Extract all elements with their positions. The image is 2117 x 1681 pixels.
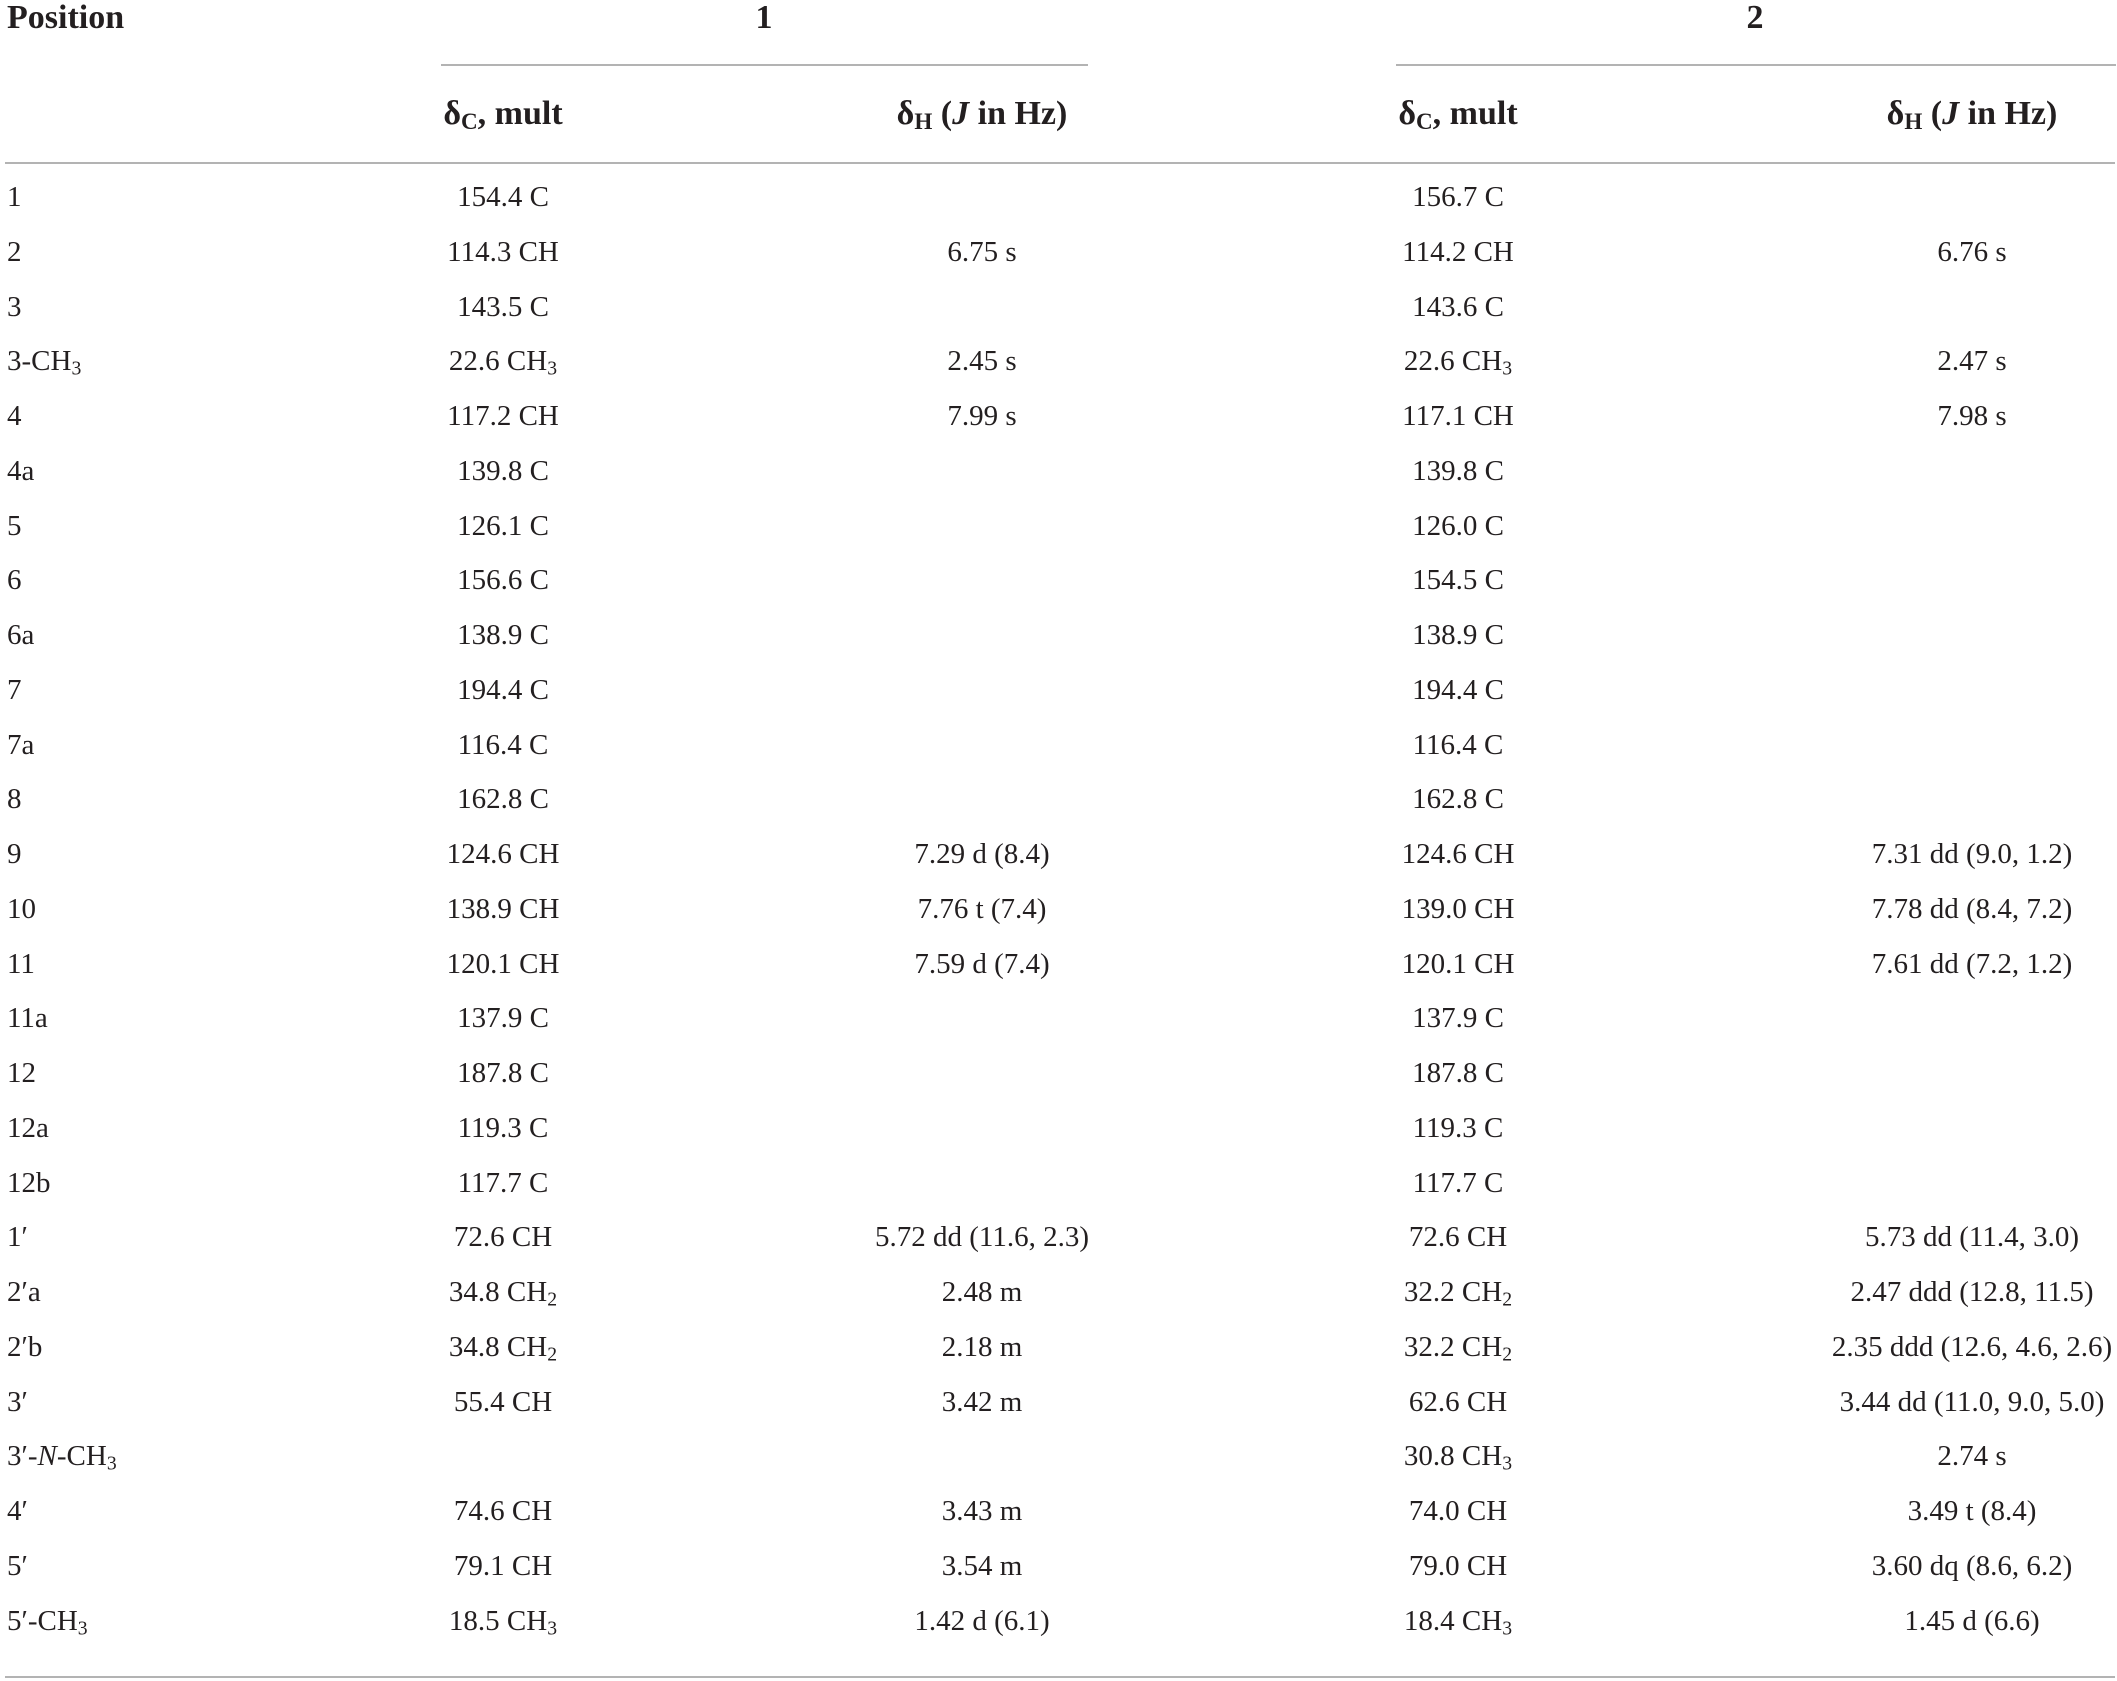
compound-1-delta-c: 55.4 CH: [453, 1386, 553, 1418]
compound-1-delta-h: 1.42 d (6.1): [914, 1605, 1050, 1637]
compound-2-delta-c: 143.6 C: [1412, 291, 1504, 323]
row-position: 7a: [7, 729, 35, 761]
header-bottom-rule: [5, 162, 2115, 164]
compound-1-delta-c: 116.4 C: [457, 729, 549, 761]
compound-2-delta-c: 18.4 $CH_3$: [1403, 1605, 1513, 1640]
row-position: 4: [7, 400, 22, 432]
row-position: 3: [7, 291, 22, 323]
compound-2-delta-c: 114.2 CH: [1402, 236, 1514, 268]
compound-2-delta-h: 2.47 s: [1937, 345, 2007, 377]
compound-1-delta-c: 138.9 C: [457, 619, 549, 651]
compound-2-delta-c: 126.0 C: [1412, 510, 1504, 542]
compound-1-delta-c: 126.1 C: [457, 510, 549, 542]
compound-1-delta-h: 7.59 d (7.4): [914, 948, 1050, 980]
compound-2-delta-c: 137.9 C: [1412, 1002, 1504, 1034]
compound-2-delta-h: 1.45 d (6.6): [1904, 1605, 2040, 1637]
compound-2-delta-h: 2.47 ddd (12.8, 11.5): [1850, 1276, 2094, 1308]
compound-1-delta-c: 114.3 CH: [447, 236, 559, 268]
compound-2-delta-c: 22.6 $CH_3$: [1403, 345, 1513, 380]
compound-1-delta-c: 117.7 C: [457, 1167, 549, 1199]
row-position: 12: [7, 1057, 36, 1089]
compound-1-delta-c: 154.4 C: [457, 181, 549, 213]
row-position: 7: [7, 674, 22, 706]
compound-1-delta-c: 34.8 $CH_2$: [448, 1276, 558, 1311]
compound-1-delta-h: 2.45 s: [947, 345, 1017, 377]
row-position: 1: [7, 181, 22, 213]
delta-h-header-1: $\delta_H$ (J in Hz): [896, 95, 1068, 136]
compound-1-delta-c: 72.6 CH: [453, 1221, 553, 1253]
row-position: 9: [7, 838, 22, 870]
compound-2-delta-h: 3.49 t (8.4): [1907, 1495, 2037, 1527]
row-position: 2: [7, 236, 22, 268]
compound-2-delta-h: 2.35 ddd (12.6, 4.6, 2.6): [1831, 1331, 2113, 1363]
compound-1-delta-h: 3.42 m: [941, 1386, 1023, 1418]
compound-1-delta-h: 7.76 t (7.4): [917, 893, 1047, 925]
compound-2-delta-c: 79.0 CH: [1408, 1550, 1508, 1582]
compound-2-delta-c: 120.1 CH: [1401, 948, 1515, 980]
delta-c-header-2: $\delta_C$, mult: [1398, 95, 1518, 136]
compound-2-delta-c: 194.4 C: [1412, 674, 1504, 706]
row-position: 4′: [7, 1495, 28, 1527]
compound-1-header: 1: [755, 0, 773, 36]
compound-2-delta-h: 7.98 s: [1937, 400, 2007, 432]
row-position: 2′a: [7, 1276, 41, 1308]
compound-1-delta-c: 124.6 CH: [446, 838, 560, 870]
compound-1-delta-c: 138.9 CH: [446, 893, 560, 925]
compound-1-delta-c: 187.8 C: [457, 1057, 549, 1089]
compound-2-delta-c: 187.8 C: [1412, 1057, 1504, 1089]
compound-1-delta-c: 74.6 CH: [453, 1495, 553, 1527]
compound-2-delta-h: 6.76 s: [1937, 236, 2007, 268]
row-position: 10: [7, 893, 36, 925]
row-position: 6a: [7, 619, 35, 651]
delta-c-header-1: $\delta_C$, mult: [443, 95, 563, 136]
compound-2-delta-c: 124.6 CH: [1401, 838, 1515, 870]
row-position: $3'-N-CH_3$: [7, 1440, 117, 1475]
compound-2-delta-h: 2.74 s: [1937, 1440, 2007, 1472]
compound-2-delta-c: 138.9 C: [1412, 619, 1504, 651]
compound-1-delta-c: 120.1 CH: [446, 948, 560, 980]
compound-1-delta-c: 143.5 C: [457, 291, 549, 323]
compound-2-spanner-rule: [1396, 64, 2116, 66]
compound-2-delta-h: 3.44 dd (11.0, 9.0, 5.0): [1839, 1386, 2105, 1418]
compound-2-delta-c: 139.8 C: [1412, 455, 1504, 487]
row-position: 5′: [7, 1550, 28, 1582]
compound-1-delta-h: 3.54 m: [941, 1550, 1023, 1582]
compound-2-delta-c: 154.5 C: [1412, 564, 1504, 596]
compound-2-delta-h: 7.31 dd (9.0, 1.2): [1871, 838, 2073, 870]
compound-1-delta-h: 7.99 s: [947, 400, 1017, 432]
compound-2-delta-h: 5.73 dd (11.4, 3.0): [1865, 1221, 2079, 1253]
row-position: 12b: [7, 1167, 51, 1199]
compound-2-delta-h: 7.78 dd (8.4, 7.2): [1871, 893, 2073, 925]
compound-1-delta-c: 119.3 C: [457, 1112, 549, 1144]
compound-2-delta-c: 116.4 C: [1412, 729, 1504, 761]
compound-2-delta-c: 162.8 C: [1412, 783, 1504, 815]
row-position: 11a: [7, 1002, 48, 1034]
compound-1-spanner-rule: [441, 64, 1088, 66]
compound-1-delta-h: 5.72 dd (11.6, 2.3): [875, 1221, 1089, 1253]
table-bottom-rule: [5, 1676, 2115, 1678]
compound-2-delta-c: 119.3 C: [1412, 1112, 1504, 1144]
row-position: 1′: [7, 1221, 28, 1253]
compound-1-delta-h: 3.43 m: [941, 1495, 1023, 1527]
compound-1-delta-c: 194.4 C: [457, 674, 549, 706]
row-position: 11: [7, 948, 35, 980]
compound-2-delta-c: 72.6 CH: [1408, 1221, 1508, 1253]
row-position: $3-CH_3$: [7, 345, 82, 380]
row-position: 12a: [7, 1112, 49, 1144]
compound-1-delta-c: 22.6 $CH_3$: [448, 345, 558, 380]
row-position: 3′: [7, 1386, 28, 1418]
compound-1-delta-c: 34.8 $CH_2$: [448, 1331, 558, 1366]
compound-2-header: 2: [1746, 0, 1764, 36]
row-position: 6: [7, 564, 22, 596]
compound-1-delta-c: 79.1 CH: [453, 1550, 553, 1582]
compound-2-delta-c: 117.7 C: [1412, 1167, 1504, 1199]
delta-h-header-2: $\delta_H$ (J in Hz): [1886, 95, 2058, 136]
compound-1-delta-c: 139.8 C: [457, 455, 549, 487]
compound-2-delta-c: 74.0 CH: [1408, 1495, 1508, 1527]
compound-1-delta-c: 18.5 $CH_3$: [448, 1605, 558, 1640]
compound-1-delta-c: 117.2 CH: [447, 400, 559, 432]
compound-1-delta-c: 156.6 C: [457, 564, 549, 596]
compound-2-delta-c: 32.2 $CH_2$: [1403, 1276, 1513, 1311]
row-position: 2′b: [7, 1331, 43, 1363]
row-position: 4a: [7, 455, 35, 487]
compound-2-delta-h: 3.60 dq (8.6, 6.2): [1871, 1550, 2073, 1582]
compound-1-delta-c: 162.8 C: [457, 783, 549, 815]
compound-1-delta-h: 2.48 m: [941, 1276, 1023, 1308]
compound-1-delta-h: 7.29 d (8.4): [914, 838, 1050, 870]
compound-2-delta-h: 7.61 dd (7.2, 1.2): [1871, 948, 2073, 980]
compound-2-delta-c: 62.6 CH: [1408, 1386, 1508, 1418]
row-position: 8: [7, 783, 22, 815]
compound-1-delta-h: 6.75 s: [947, 236, 1017, 268]
compound-2-delta-c: 117.1 CH: [1402, 400, 1514, 432]
row-position: $5'-CH_3$: [7, 1605, 88, 1640]
position-header: Position: [7, 0, 125, 36]
compound-1-delta-c: 137.9 C: [457, 1002, 549, 1034]
compound-2-delta-c: 32.2 $CH_2$: [1403, 1331, 1513, 1366]
compound-2-delta-c: 156.7 C: [1412, 181, 1504, 213]
compound-2-delta-c: 139.0 CH: [1401, 893, 1515, 925]
compound-1-delta-h: 2.18 m: [941, 1331, 1023, 1363]
row-position: 5: [7, 510, 22, 542]
compound-2-delta-c: 30.8 $CH_3$: [1403, 1440, 1513, 1475]
